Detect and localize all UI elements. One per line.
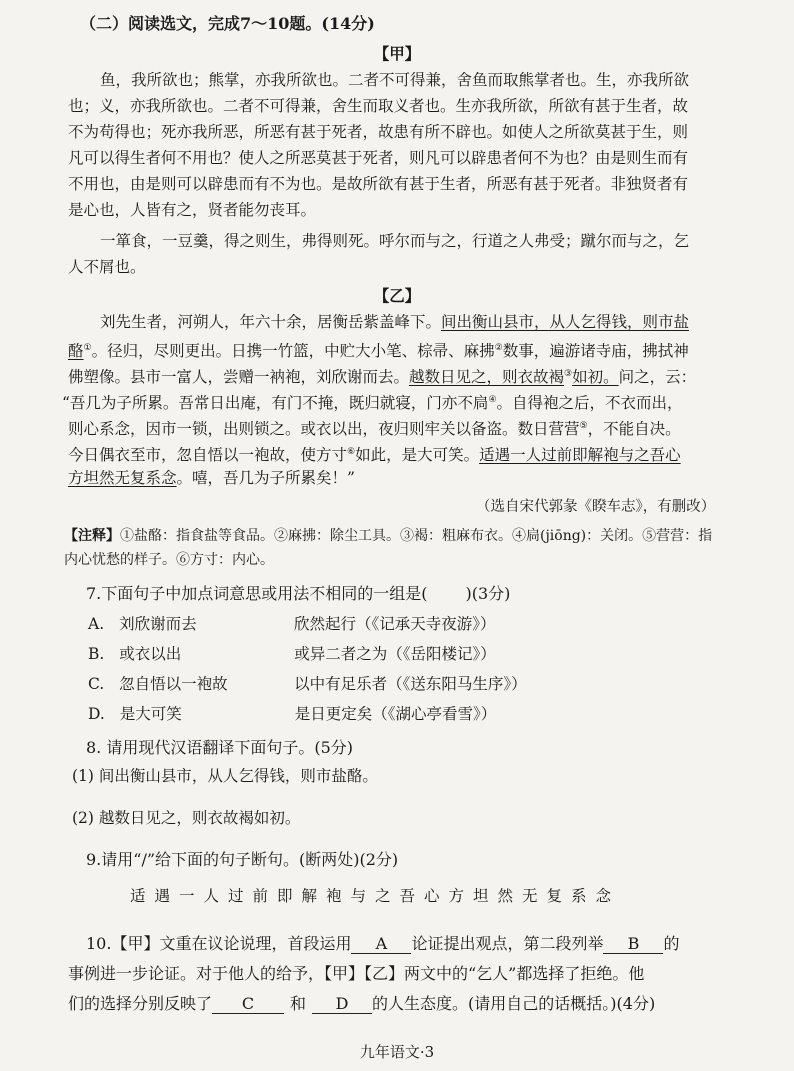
- note-marker: ⑤: [579, 421, 588, 431]
- text: 的人生态度。(请用自己的话概括。)(4分): [372, 994, 656, 1013]
- q7-option-b: [88, 644, 496, 664]
- note-marker: ⑥: [347, 447, 356, 457]
- option-right: 或异二者之为（《岳阳楼记》）: [294, 645, 496, 663]
- passage-yi-line-7: [68, 468, 355, 488]
- q10-line-1: [86, 934, 679, 954]
- passage-jia-line: 也；义，亦我所欲也。二者不可得兼，舍生而取义者也。生亦我所欲，所欲有甚于生者，故: [68, 97, 689, 115]
- text: 和: [290, 994, 307, 1013]
- passage-jia-line: 鱼，我所欲也；熊掌，亦我所欲也。二者不可得兼，舍鱼而取熊掌者也。生，亦我所欲: [100, 71, 690, 89]
- option-label: A.: [88, 615, 105, 633]
- underlined-sentence: 间出衡山县市，从人乞得钱，则市盐: [441, 313, 690, 331]
- option-right: 以中有足乐者（《送东阳马生序》）: [294, 675, 527, 693]
- note-marker: ②: [494, 343, 503, 353]
- passage-jia-heading: 【甲】: [373, 44, 421, 63]
- q7-stem: [86, 584, 510, 604]
- passage-jia-line: 不用也，由是则可以辟患而有不为也。是故所欲有甚于生者，所恶有甚于死者。非独贤者有: [68, 175, 689, 193]
- passage-yi-line-4: [62, 390, 683, 413]
- notes-line-2: 内心忧愁的样子。⑥方寸：内心。: [64, 552, 274, 568]
- section-title: （二）阅读选文，完成7～10题。(14分): [80, 14, 375, 33]
- text: “吾几为子所累。吾常日出庵，有门不掩，既归就寝，门亦不扃: [62, 394, 489, 413]
- q9-sentence: 适遇一人过前即解袍与之吾心方坦然无复系念: [130, 887, 621, 905]
- option-left: 是大可笑: [119, 705, 182, 723]
- option-left: 或衣以出: [119, 645, 182, 663]
- q7-option-a: [88, 614, 496, 634]
- notes-line-1: [64, 526, 712, 546]
- text: 问之，云：: [618, 368, 697, 387]
- q7-option-c: [88, 674, 527, 694]
- q8-stem: 8. 请用现代汉语翻译下面句子。(5分): [86, 738, 354, 757]
- underlined-sentence: 如初。: [572, 368, 619, 387]
- passage-jia-line: 凡可以得生者何不用也？使人之所恶莫甚于死者，则凡可以辟患者何不为也？由是则生而有: [68, 149, 689, 167]
- text: 7.下面句子中加点词意思或用法不相同的一组是(: [86, 584, 428, 603]
- text: 则心系念，因市一锁，出则锁之。或衣以出，夜归则牢关以备盗。数日营营: [68, 420, 580, 439]
- passage-yi-line-1: [100, 312, 689, 332]
- option-right: 欣然起行（《记承天寺夜游》）: [294, 615, 496, 633]
- underlined-sentence: 酪: [68, 342, 84, 361]
- note-marker: ①: [83, 343, 92, 353]
- option-label: C.: [88, 675, 105, 693]
- text: 今日偶衣至市，忽自悟以一袍故，使方寸: [68, 446, 348, 465]
- note-marker: ③: [564, 369, 573, 379]
- text: ，不能自决。: [587, 420, 681, 439]
- q10-line-2: 事例进一步论证。对于他人的给予，【甲】【乙】两文中的“乞人”都选择了拒绝。他: [68, 964, 645, 983]
- blank-a[interactable]: A: [351, 935, 411, 954]
- text: 如此，是大可笑。: [355, 446, 480, 465]
- option-left: 忽自悟以一袍故: [119, 675, 228, 693]
- q9-stem: 9.请用“/”给下面的句子断句。(断两处)(2分): [86, 850, 399, 869]
- text: 佛塑像。县市一富人，尝赠一衲袍，刘欣谢而去。: [68, 368, 410, 387]
- text: 的: [663, 934, 680, 953]
- q8-sentence-2: (2) 越数日见之，则衣故褐如初。: [72, 809, 301, 827]
- underlined-sentence: 适遇一人过前即解袍与之吾心: [479, 446, 681, 465]
- text: 。嘻，吾几为子所累矣！”: [176, 469, 355, 487]
- text: 数事，遍游诸寺庙，拂拭神: [502, 342, 689, 361]
- passage-jia-line: 人不屑也。: [68, 258, 146, 276]
- blank-c[interactable]: C: [212, 995, 284, 1014]
- passage-yi-line-6: [68, 442, 681, 465]
- text: ①盐酪：指食盐等食品。②麻拂：除尘工具。③褐：粗麻布衣。④扃(jiōng)：关闭。⑤营营：指: [120, 528, 713, 544]
- option-right: 是日更定矣（《湖心亭看雪》）: [294, 705, 497, 723]
- underlined-sentence: 越数日见之，则衣故褐: [409, 368, 565, 387]
- option-label: B.: [88, 645, 105, 663]
- text: 10.【甲】文重在议论说理，首段运用: [86, 934, 352, 953]
- option-left: 刘欣谢而去: [119, 615, 197, 633]
- page-footer: 九年语文·3: [359, 1043, 435, 1061]
- passage-source: （选自宋代郭彖《睽车志》，有删改）: [476, 499, 716, 515]
- q10-line-3: [68, 994, 655, 1014]
- note-marker: ④: [488, 395, 497, 405]
- passage-jia-line: 不为苟得也；死亦我所恶，所恶有甚于死者，故患有所不辟也。如使人之所欲莫甚于生，则: [68, 123, 689, 141]
- passage-yi-line-3: [68, 364, 696, 387]
- option-label: D.: [88, 705, 105, 723]
- passage-yi-heading: 【乙】: [373, 286, 421, 305]
- passage-jia-line: 一箪食，一豆羹，得之则生，弗得则死。呼尔而与之，行道之人弗受；蹴尔而与之，乞: [100, 232, 690, 250]
- text: 刘先生者，河朔人，年六十余，居衡岳紫盖峰下。: [100, 313, 442, 331]
- text: 。径归，尽则更出。日携一竹篮，中贮大小笔、棕帚、麻拂: [91, 342, 495, 361]
- text: 论证提出观点，第二段列举: [411, 934, 604, 953]
- text: 。自得袍之后，不衣而出，: [496, 394, 683, 413]
- passage-jia-line: 是心也，人皆有之，贤者能勿丧耳。: [68, 201, 317, 219]
- passage-yi-line-5: [68, 416, 681, 439]
- blank-b[interactable]: B: [603, 935, 663, 954]
- q7-option-d: [88, 704, 496, 724]
- text: 们的选择分别反映了: [68, 994, 213, 1013]
- notes-label: 【注释】: [64, 528, 120, 544]
- passage-yi-line-2: [68, 338, 689, 361]
- q8-sentence-1: (1) 间出衡山县市，从人乞得钱，则市盐酪。: [72, 767, 378, 785]
- underlined-sentence: 方坦然无复系念: [68, 469, 177, 487]
- blank-d[interactable]: D: [312, 995, 372, 1014]
- text: )(3分): [465, 584, 511, 603]
